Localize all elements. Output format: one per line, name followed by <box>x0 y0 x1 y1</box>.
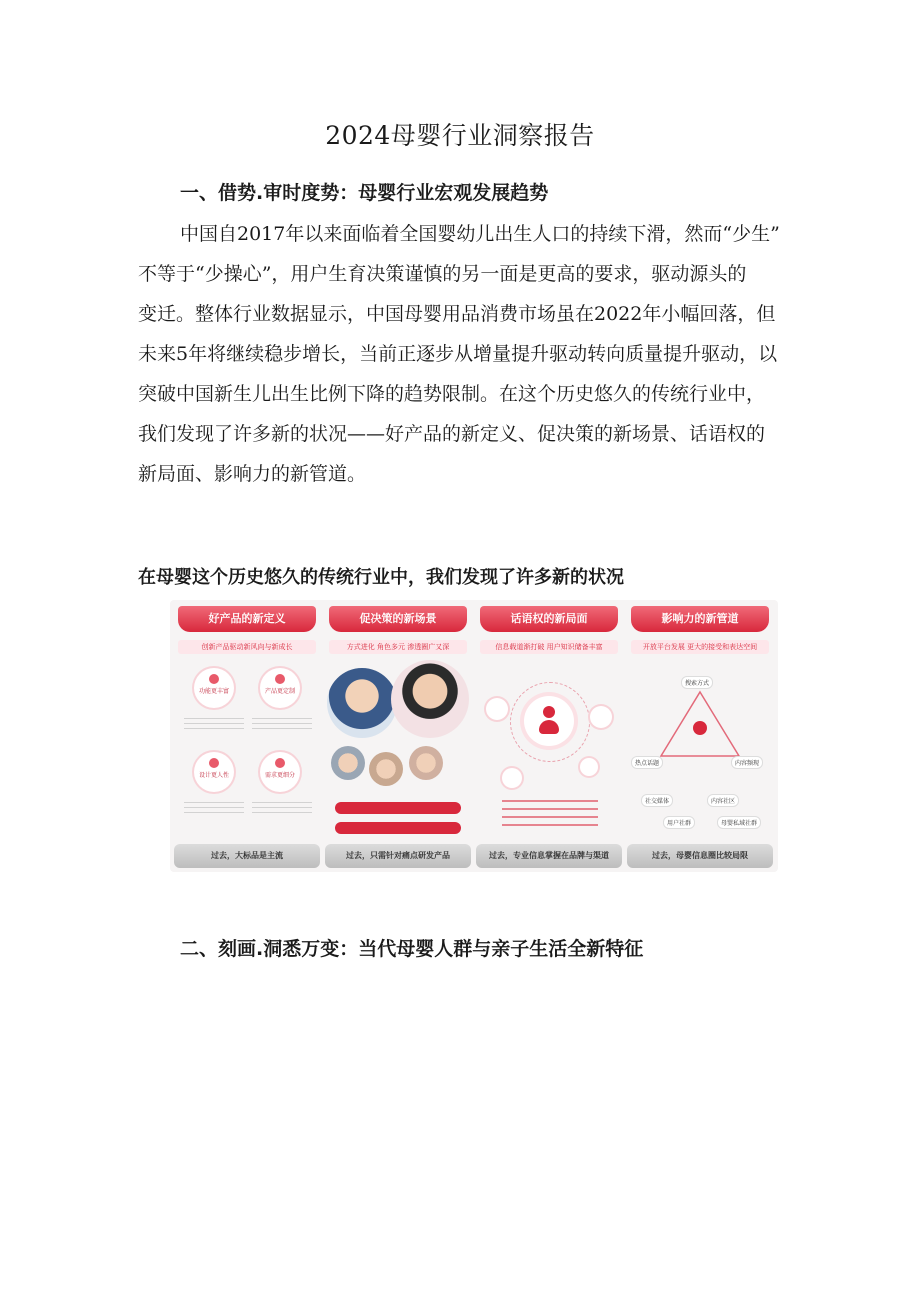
paragraph-line: 变迁。整体行业数据显示，中国母婴用品消费市场虽在2022年小幅回落，但 <box>138 303 776 325</box>
column-title: 影响力的新管道 <box>631 606 769 632</box>
paragraph-line: 突破中国新生儿出生比例下降的趋势限制。在这个历史悠久的传统行业中， <box>138 383 766 405</box>
infographic-column-product <box>174 606 320 868</box>
document-title: 2024母婴行业洞察报告 <box>325 121 595 150</box>
column-subtitle: 方式进化 角色多元 渗透圈广又深 <box>329 640 467 654</box>
section2-heading: 二、刻画.洞悉万变：当代母婴人群与亲子生活全新特征 <box>180 938 644 960</box>
section1-heading: 一、借势.审时度势：母婴行业宏观发展趋势 <box>180 182 549 204</box>
paragraph-line: 新局面、影响力的新管道。 <box>138 463 367 485</box>
baby-icon <box>524 696 574 746</box>
highlight-text <box>502 800 598 826</box>
elder-photo <box>369 752 403 786</box>
influence-triangle <box>657 688 743 760</box>
elder-photo <box>409 746 443 780</box>
channel-node: 搜索方式 <box>681 676 713 689</box>
topic-bubble <box>590 706 612 728</box>
fine-print <box>184 802 244 816</box>
infographic-column-channel <box>627 606 773 868</box>
bubble: 需求更细分 <box>260 752 300 792</box>
column-title: 促决策的新场景 <box>329 606 467 632</box>
column-subtitle: 创新产品驱动新风向与新成长 <box>178 640 316 654</box>
family-photo <box>327 668 397 738</box>
topic-bubble <box>580 758 598 776</box>
bubble: 产品更定制 <box>260 668 300 708</box>
channel-node: 内容社区 <box>707 794 739 807</box>
column-footer: 过去，母婴信息圈比较局限 <box>627 844 773 868</box>
paragraph-line: 中国自2017年以来面临着全国婴幼儿出生人口的持续下滑，然而“少生” <box>180 223 780 245</box>
column-subtitle: 信息载道渐打破 用户知识储备丰富 <box>480 640 618 654</box>
infographic-column-scene <box>325 606 471 868</box>
channel-node: 母婴私域社群 <box>717 816 761 829</box>
infographic-column-voice <box>476 606 622 868</box>
infographic-image <box>170 600 778 872</box>
section1-paragraph <box>138 214 818 494</box>
highlight-bar <box>335 802 461 814</box>
channel-node: 内容频现 <box>731 756 763 769</box>
paragraph-line: 不等于“少操心”，用户生育决策谨慎的另一面是更高的要求，驱动源头的 <box>138 263 747 285</box>
paragraph-line: 我们发现了许多新的状况——好产品的新定义、促决策的新场景、话语权的 <box>138 423 766 445</box>
column-title: 话语权的新局面 <box>480 606 618 632</box>
channel-node: 热点话题 <box>631 756 663 769</box>
channel-node: 社交媒体 <box>641 794 673 807</box>
column-footer: 过去，专业信息掌握在品牌与渠道 <box>476 844 622 868</box>
column-footer: 过去，大标品是主流 <box>174 844 320 868</box>
elder-photo <box>331 746 365 780</box>
highlight-bar <box>335 822 461 834</box>
column-subtitle: 开放平台发展 更大的接受和表达空间 <box>631 640 769 654</box>
fine-print <box>252 802 312 816</box>
column-title: 好产品的新定义 <box>178 606 316 632</box>
fine-print <box>184 718 244 732</box>
paragraph-line: 未来5年将继续稳步增长，当前正逐步从增量提升驱动转向质量提升驱动，以 <box>138 343 778 365</box>
mother-child-photo <box>391 660 469 738</box>
topic-bubble <box>486 698 508 720</box>
topic-bubble <box>502 768 522 788</box>
bubble: 设计更人性 <box>194 752 234 792</box>
channel-node: 用户社群 <box>663 816 695 829</box>
bubble: 功能更丰富 <box>194 668 234 708</box>
column-footer: 过去，只需针对痛点研发产品 <box>325 844 471 868</box>
fine-print <box>252 718 312 732</box>
figure-caption: 在母婴这个历史悠久的传统行业中，我们发现了许多新的状况 <box>138 567 624 588</box>
